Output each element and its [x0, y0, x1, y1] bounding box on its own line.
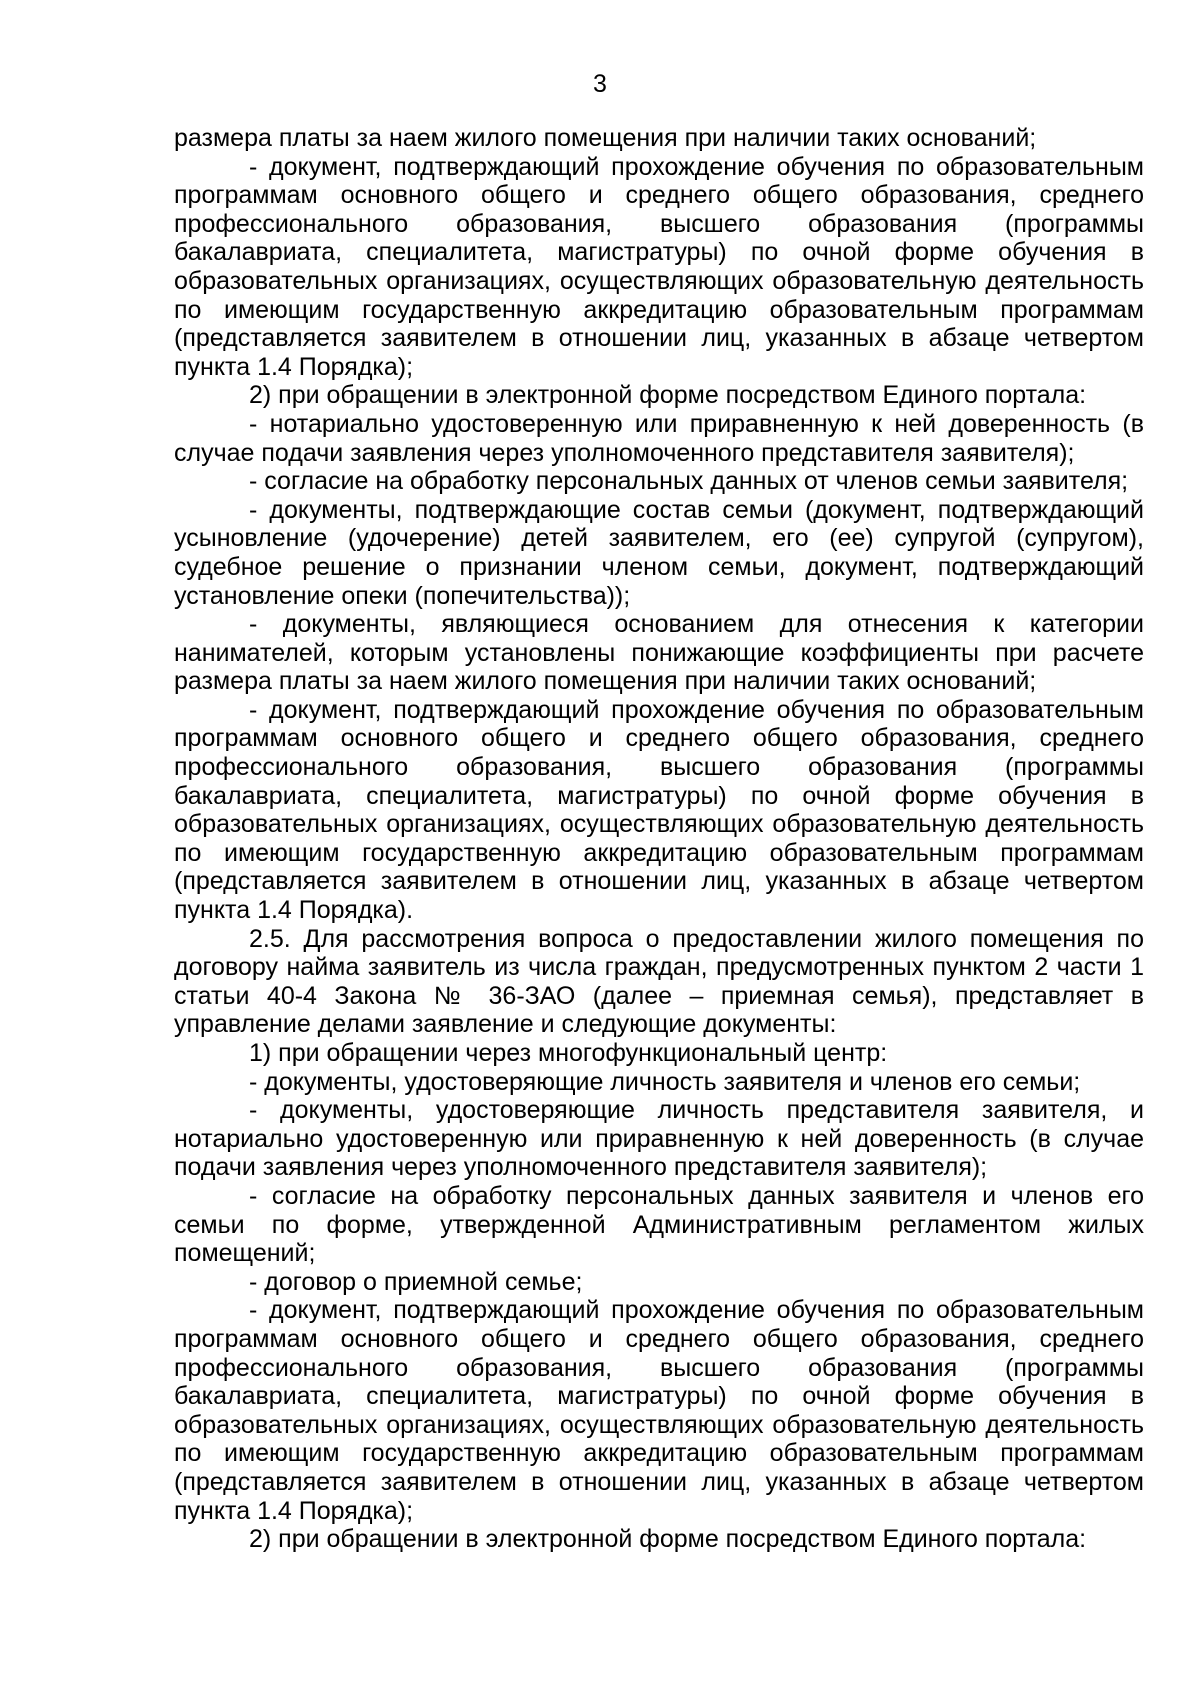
paragraph-electronic-request: 2) при обращении в электронной форме посредством Единого портала:	[249, 381, 1087, 410]
paragraph-study-document-3: - документ, подтверждающий прохождение обучения по образовательным программам основного общего и среднего общего образования, среднего профессионального образования, высшего образования (программы бакалавриата, специалитета, магистратуры) по очной форме обучения в образовательных организациях, осуществляющих образовательную деятельность по имеющим государственную аккредитацию образовательным программам (представляется заявителем в отношении лиц, указанных в абзаце четвертом пункта 1.4 Порядка);	[174, 1296, 1144, 1525]
paragraph-identity-documents: - документы, удостоверяющие личность заявителя и членов его семьи;	[249, 1067, 1081, 1096]
paragraph-tenant-category: - документы, являющиеся основанием для отнесения к категории нанимателей, которым установлены понижающие коэффициенты при расчете размера платы за наем жилого помещения при наличии таких оснований;	[174, 610, 1144, 696]
paragraph-family-composition: - документы, подтверждающие состав семьи (документ, подтверждающий усыновление (удочерение) детей заявителем, его (ее) супругой (супругом), судебное решение о признании членом семьи, документ, подтверждающий установление опеки (попечительства));	[174, 495, 1144, 610]
paragraph-study-document: - документ, подтверждающий прохождение обучения по образовательным программам основного общего и среднего общего образования, среднего профессионального образования, высшего образования (программы бакалавриата, специалитета, магистратуры) по очной форме обучения в образовательных организациях, осуществляющих образовательную деятельность по имеющим государственную аккредитацию образовательным программам (представляется заявителем в отношении лиц, указанных в абзаце четвертом пункта 1.4 Порядка);	[174, 152, 1144, 381]
page-number: 3	[593, 70, 607, 98]
paragraph-mfc-request: 1) при обращении через многофункциональный центр:	[249, 1039, 888, 1067]
paragraph-continuation: размера платы за наем жилого помещения при наличии таких оснований;	[174, 124, 1037, 152]
document-body	[174, 124, 1144, 1554]
paragraph-study-document-2: - документ, подтверждающий прохождение обучения по образовательным программам основного общего и среднего общего образования, среднего профессионального образования, высшего образования (программы бакалавриата, специалитета, магистратуры) по очной форме обучения в образовательных организациях, осуществляющих образовательную деятельность по имеющим государственную аккредитацию образовательным программам (представляется заявителем в отношении лиц, указанных в абзаце четвертом пункта 1.4 Порядка).	[174, 695, 1144, 925]
paragraph-representative-identity: - документы, удостоверяющие личность представителя заявителя, и нотариально удостоверенную или приравненную к ней доверенность (в случае подачи заявления через уполномоченного представителя заявителя);	[174, 1096, 1144, 1182]
paragraph-consent-personal-data: - согласие на обработку персональных данных заявителя и членов его семьи по форме, утвержденной Административным регламентом жилых помещений;	[174, 1181, 1144, 1268]
paragraph-consent-family: - согласие на обработку персональных данных от членов семьи заявителя;	[249, 467, 1129, 496]
paragraph-power-of-attorney: - нотариально удостоверенную или приравненную к ней доверенность (в случае подачи заявления через уполномоченного представителя заявителя);	[174, 409, 1144, 467]
paragraph-section-2-5: 2.5. Для рассмотрения вопроса о предоставлении жилого помещения по договору найма заявитель из числа граждан, предусмотренных пунктом 2 части 1 статьи 40-4 Закона № 36-ЗАО (далее – приемная семья), представляет в управление делами заявление и следующие документы:	[174, 924, 1144, 1039]
paragraph-electronic-request-2: 2) при обращении в электронной форме посредством Единого портала:	[249, 1525, 1087, 1554]
paragraph-foster-contract: - договор о приемной семье;	[249, 1267, 583, 1296]
